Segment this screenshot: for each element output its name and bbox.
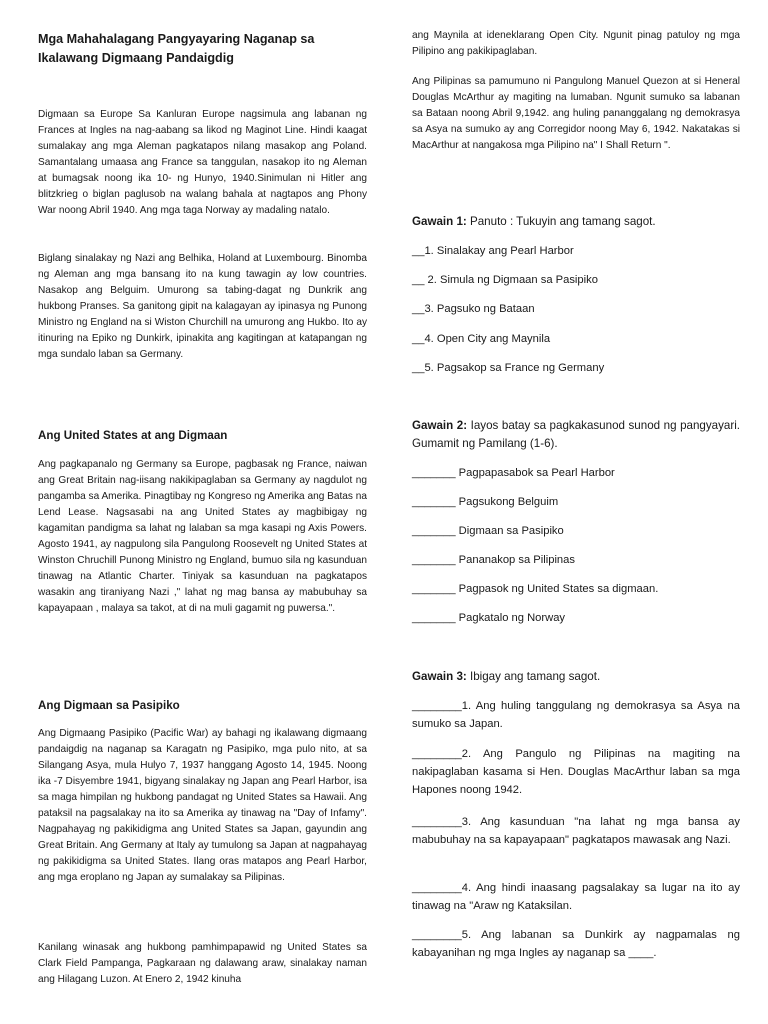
gawain-1-instruction: Panuto : Tukuyin ang tamang sagot.: [466, 215, 656, 228]
gawain-3-item: ________1. Ang huling tanggulang ng demokrasya sa Asya na sumuko sa Japan.: [412, 700, 740, 730]
gawain-1-item: __ 2. Simula ng Digmaan sa Pasipiko: [412, 274, 598, 286]
page-title: Mga Mahahalagang Pangyayaring Naganap sa Ikalawang Digmaang Pandaigdig: [38, 32, 315, 65]
gawain-2-item: _______ Digmaan sa Pasipiko: [412, 525, 564, 537]
section-heading-pacific-war: Ang Digmaan sa Pasipiko: [38, 699, 180, 712]
paragraph-europe-war: Digmaan sa Europe Sa Kanluran Europe nagsimula ang labanan ng Frances at Ingles na nag-aabang sa likod ng Maginot Line. Hindi kaagat sumalakay ang mga Aleman pagkatapos nilang masakop ang Poland. Samantalang umaasa ang France sa tanggulan, nasakop ito ng Aleman at bumagsak noong ika 10- ng Hunyo, 1940.Sinimulan ni Hitler ang blitzkrieg o biglan paglusob na walang bahala at nagtapos ang Phony War noong Abril 1940. Ang mga taga Norway ay madaling natalo.: [38, 109, 367, 216]
gawain-2-label: Gawain 2:: [412, 419, 468, 432]
paragraph-pacific-war: Ang Digmaang Pasipiko (Pacific War) ay bahagi ng ikalawang digmaang pandaigdig na naganap sa Karagatn ng Pasipiko, mga pulo nito, at sa Silangang Asya, mula Hulyo 7, 1937 hanggang Agosto 14, 1945. Noong ika -7 Disyembre 1941, bigyang sinalakay ng Japan ang Pearl Harbor, isa sa maga himpilan ng hukbong pandagat ng United States sa Hawaii. Ang pataksil na pagsalakay na ito sa Amerika ay tinawag na "Day of Infamy". Nagpahayag ng pakikidigma ang United States sa Japan, gayundin ang Great Britain. Ang Germany at Italy ay tumulong sa Japan at nagpahayag ng pakikidigma sa United States. Ilang oras matapos ang Pearl Harbor, ang mga eroplano ng Japan ay sumalakay sa Pilipinas.: [38, 728, 367, 883]
gawain-1-label: Gawain 1:: [412, 215, 467, 228]
gawain-3-item: ________2. Ang Pangulo ng Pilipinas na magiting na nakipaglaban kasama si Hen. Douglas MacArthur laban sa mga Hapones noong 1942.: [412, 748, 740, 796]
gawain-2-instruction: Iayos batay sa pagkakasunod sunod ng pangyayari. Gumamit ng Pamilang (1-6).: [412, 419, 741, 450]
paragraph-low-countries: Biglang sinalakay ng Nazi ang Belhika, Holand at Luxembourg. Binomba ng Aleman ang mga bansang ito na kung tawagin ay low countries. Nasakop ang Belguim. Umurong sa tabing-dagat ng Dunkrik ang hukbong Pranses. Sa ganitong gipit na kalagayan ay ipinasya ng Punong Ministro ng England na si Wiston Churchill na umurong ang Hukbo. Ito ay itinuring na Epiko ng Dunkirk, ipinakita ang kagitingan at katapangan ng mga sundalo laban sa Germany.: [38, 253, 367, 360]
gawain-2-title: [412, 417, 740, 453]
gawain-3-item: ________5. Ang labanan sa Dunkirk ay nagpamalas ng kabayanihan ng mga Ingles ay naganap sa ____.: [412, 929, 740, 959]
gawain-2-item: _______ Pagkatalo ng Norway: [412, 612, 566, 624]
gawain-3-item: ________3. Ang kasunduan "na lahat ng mga bansa ay mabubuhay na sa kapayapaan" pagkatapos mawasak ang Nazi.: [412, 816, 740, 846]
paragraph-bataan: Ang Pilipinas sa pamumuno ni Pangulong Manuel Quezon at si Heneral Douglas McArthur ay magiting na lumaban. Ngunit sumuko sa labanan sa Bataan noong Abril 9,1942. ang huling pananggalang ng demokrasya sa Asya na sumuko ay ang Corregidor noong May 6, 1942. Nakatakas si MacArthur at nangakosa mga Pilipino na" I Shall Return ".: [412, 76, 740, 151]
gawain-1-item: __4. Open City ang Maynila: [412, 333, 551, 345]
paragraph-open-city: ang Maynila at ideneklarang Open City. Ngunit pinag patuloy ng mga Pilipino ang pakikipaglaban.: [412, 30, 740, 57]
gawain-1-item: __1. Sinalakay ang Pearl Harbor: [412, 245, 574, 257]
gawain-1-item: __5. Pagsakop sa France ng Germany: [412, 362, 605, 374]
gawain-2-item: _______ Pagpapasabok sa Pearl Harbor: [412, 467, 615, 479]
gawain-2-item: _______ Pananakop sa Pilipinas: [412, 554, 575, 566]
gawain-3-label: Gawain 3:: [412, 670, 467, 683]
gawain-2-item: _______ Pagpasok ng United States sa digmaan.: [412, 583, 659, 595]
section-heading-united-states: Ang United States at ang Digmaan: [38, 429, 228, 442]
gawain-1-title: [412, 213, 740, 231]
gawain-3-instruction: Ibigay ang tamang sagot.: [466, 670, 601, 683]
gawain-3-title: [412, 668, 740, 686]
gawain-2-item: _______ Pagsukong Belguim: [412, 496, 559, 508]
gawain-3-item: ________4. Ang hindi inaasang pagsalakay sa lugar na ito ay tinawag na "Araw ng Kataksilan.: [412, 882, 740, 912]
paragraph-united-states: Ang pagkapanalo ng Germany sa Europe, pagbasak ng France, naiwan ang Great Britain nag-iisang nakikipaglaban sa Germany ay nagdulot ng pangamba sa Amerika. Pinagtibay ng Kongreso ng Amerika ang Batas na Lend Lease. Nagsasabi na ang United States ay magbibigay ng kagamitan pandigma sa lahat ng lalaban sa mga kasapi ng Axis Powers. Agosto 1941, ay nagpulong sila Pangulong Roosevelt ng United States at Winston Chruchill Punong Ministro ng England, bumuo sila ng kasunduan tinawag na Atlantic Charter. Tiniyak sa kasunduan na pagkatapos wasakin ang tiraniyang Nazi ," lahat ng mag bansa ay mabubuhay sa kapayapaan , malaya sa takot, at di na muli gagamit ng puwersa.".: [38, 459, 367, 614]
gawain-1-item: __3. Pagsuko ng Bataan: [412, 303, 535, 315]
paragraph-clark-field: Kanilang winasak ang hukbong pamhimpapawid ng United States sa Clark Field Pampanga, Pagkaraan ng dalawang araw, sinalakay naman ang Hilagang Luzon. At Enero 2, 1942 kinuha: [38, 942, 367, 985]
